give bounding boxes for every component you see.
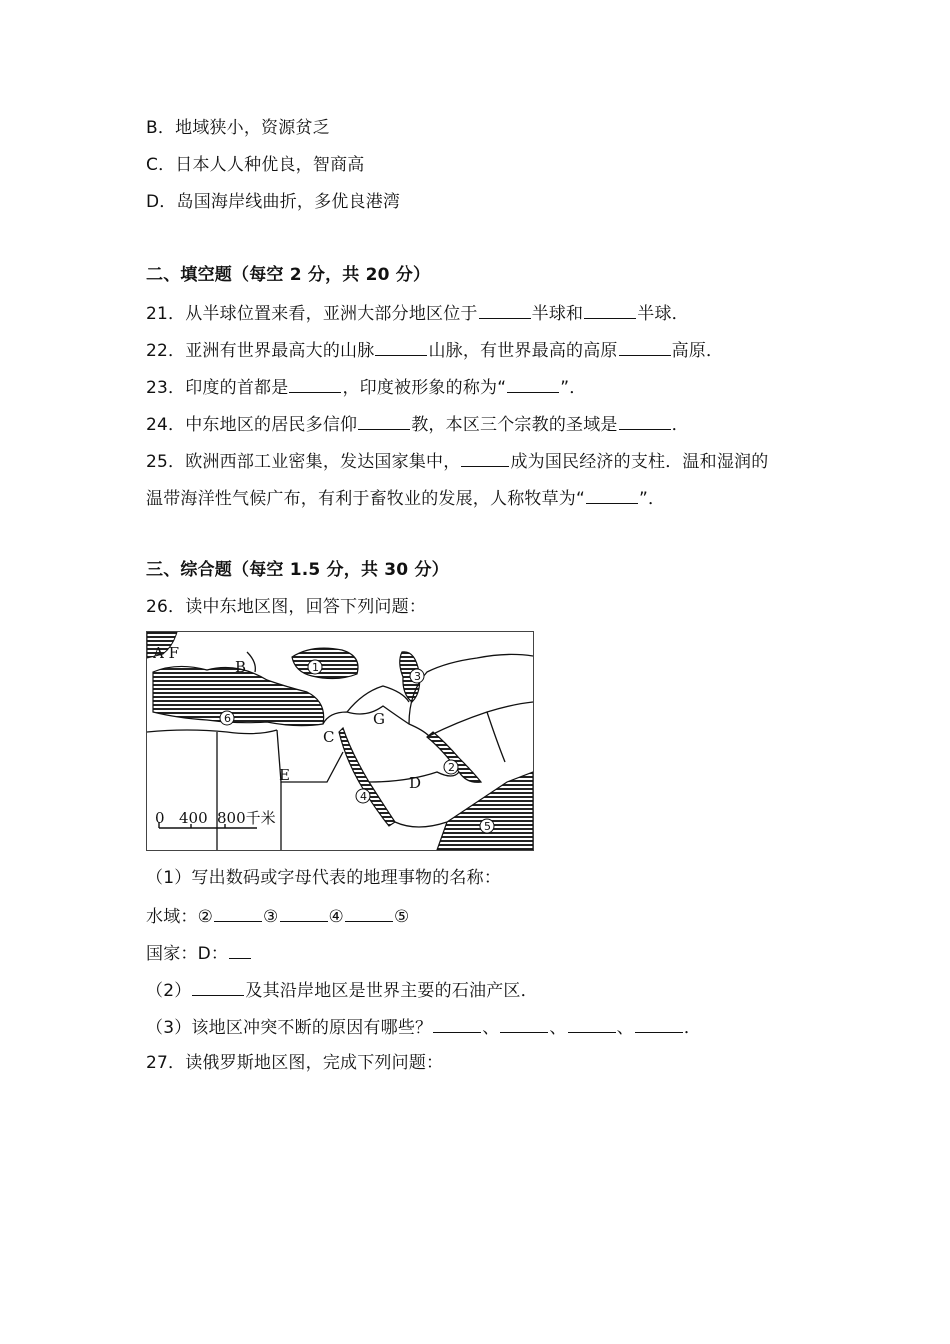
question-26-part-2: （2） 及其沿岸地区是世界主要的石油产区．	[146, 977, 538, 1003]
blank[interactable]	[479, 300, 531, 319]
blank[interactable]	[192, 977, 244, 996]
option-b: B．地域狭小，资源贫乏	[146, 118, 330, 138]
blank[interactable]	[375, 337, 427, 356]
map-marker-6	[220, 711, 234, 725]
question-22: 22．亚洲有世界最高大的山脉 山脉，有世界最高的高原 高原．	[146, 337, 723, 363]
map-marker-4	[356, 789, 370, 803]
map-marker-1	[308, 660, 322, 674]
question-21: 21．从半球位置来看，亚洲大部分地区位于 半球和 半球．	[146, 300, 689, 326]
scale-800-label: 800千米	[217, 809, 276, 827]
question-23: 23．印度的首都是 ，印度被形象的称为“ ”．	[146, 374, 586, 400]
map-label-g: G	[373, 710, 385, 728]
question-26: 26．读中东地区图，回答下列问题：	[146, 597, 427, 617]
svg-text:4: 4	[360, 790, 367, 803]
blank[interactable]	[214, 903, 262, 922]
question-25-line-2: 温带海洋性气候广布，有利于畜牧业的发展，人称牧草为“ ”．	[146, 485, 665, 511]
question-27: 27．读俄罗斯地区图，完成下列问题：	[146, 1053, 444, 1073]
blank[interactable]	[500, 1014, 548, 1033]
question-26-part-3: （3）该地区冲突不断的原因有哪些？ 、 、 、 ．	[146, 1014, 701, 1040]
country-line: 国家：D：	[146, 940, 252, 966]
question-25-line-1: 25．欧洲西部工业密集，发达国家集中， 成为国民经济的支柱．温和湿润的	[146, 448, 768, 474]
svg-text:1: 1	[312, 661, 319, 674]
blank[interactable]	[586, 485, 638, 504]
svg-text:6: 6	[224, 712, 231, 725]
middle-east-map	[146, 631, 534, 851]
blank[interactable]	[619, 411, 671, 430]
svg-text:2: 2	[448, 761, 455, 774]
map-marker-2	[444, 760, 458, 774]
section-3-heading: 三、综合题（每空 1.5 分，共 30 分）	[146, 560, 449, 580]
map-label-d: D	[409, 774, 422, 792]
option-d: D．岛国海岸线曲折，多优良港湾	[146, 192, 401, 212]
svg-text:5: 5	[484, 820, 491, 833]
blank[interactable]	[433, 1014, 481, 1033]
section-2-heading: 二、填空题（每空 2 分，共 20 分）	[146, 265, 431, 285]
map-label-c: C	[323, 728, 335, 746]
scale-zero-label: 0	[155, 809, 165, 827]
map-label-af: A F	[153, 644, 180, 662]
water-bodies-line: 水域：② ③ ④ ⑤	[146, 903, 409, 929]
map-marker-3	[410, 669, 424, 683]
blank[interactable]	[289, 374, 341, 393]
option-c: C．日本人人种优良，智商高	[146, 155, 365, 175]
blank[interactable]	[345, 903, 393, 922]
blank[interactable]	[461, 448, 509, 467]
map-marker-5	[480, 819, 494, 833]
question-24: 24．中东地区的居民多信仰 教，本区三个宗教的圣域是 ．	[146, 411, 689, 437]
blank[interactable]	[619, 337, 671, 356]
blank[interactable]	[584, 300, 636, 319]
map-label-b: B	[235, 658, 247, 676]
blank[interactable]	[507, 374, 559, 393]
blank[interactable]	[568, 1014, 616, 1033]
map-label-e: E	[279, 766, 290, 784]
scale-400-label: 400	[179, 809, 208, 827]
blank[interactable]	[635, 1014, 683, 1033]
question-26-part-1: （1）写出数码或字母代表的地理事物的名称：	[146, 868, 502, 888]
svg-text:3: 3	[414, 670, 421, 683]
blank[interactable]	[229, 940, 251, 959]
blank[interactable]	[280, 903, 328, 922]
blank[interactable]	[358, 411, 410, 430]
